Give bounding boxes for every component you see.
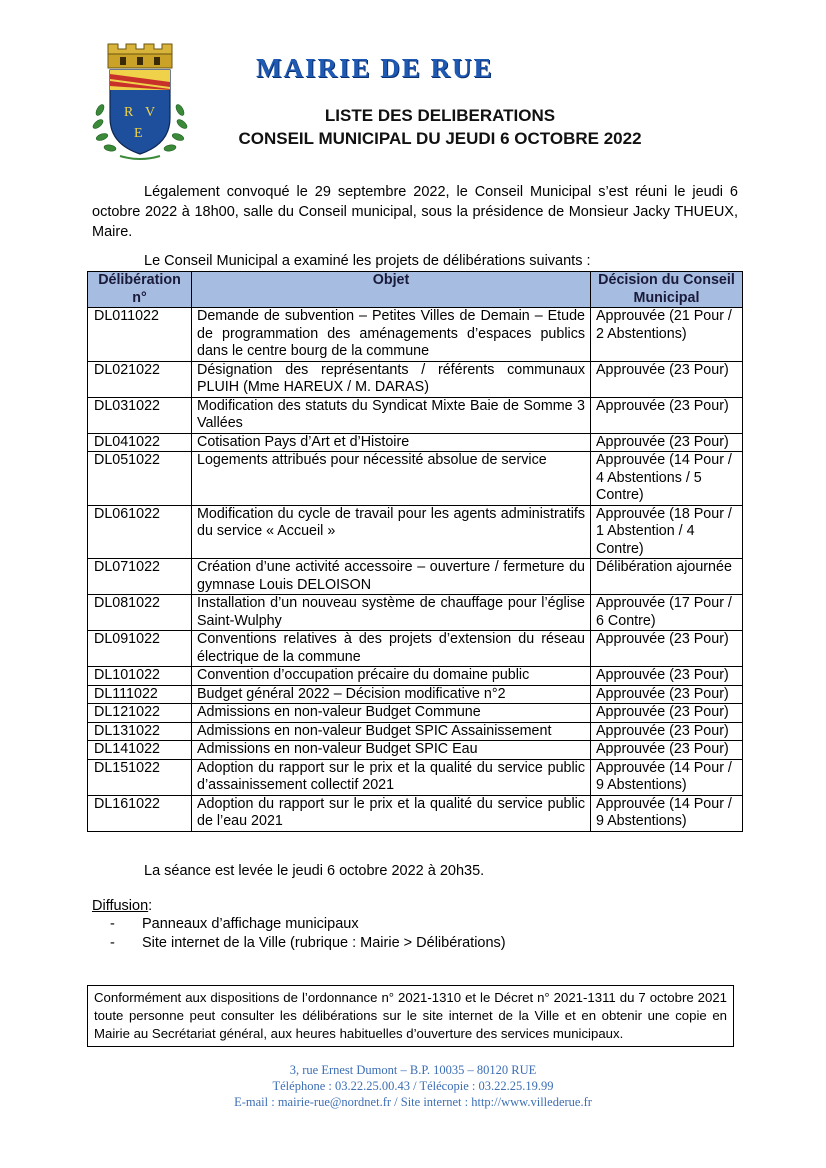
- legal-notice: Conformément aux dispositions de l’ordonnance n° 2021-1310 et le Décret n° 2021-1311 du 7 octobre 2021 toute personne peut consulter les délibérations sur le site internet de la Ville et en obtenir une copie en Mairie au Secrétariat général, aux heures habituelles d’ouverture des services municipaux.: [87, 985, 734, 1047]
- svg-text:R: R: [124, 105, 134, 120]
- deliberation-decision: Approuvée (23 Pour): [591, 361, 743, 397]
- deliberation-number: DL161022: [88, 795, 192, 831]
- footer-address: 3, rue Ernest Dumont – B.P. 10035 – 80120 RUE: [289, 1063, 537, 1077]
- table-header-row: [88, 272, 743, 308]
- deliberation-number: DL051022: [88, 452, 192, 506]
- deliberation-number: DL031022: [88, 397, 192, 433]
- deliberation-decision: Approuvée (23 Pour): [591, 433, 743, 452]
- table-row: [88, 704, 743, 723]
- diffusion-label-text: Diffusion: [92, 898, 149, 914]
- svg-text:V: V: [145, 105, 156, 120]
- header-decision: Décision du Conseil Municipal: [591, 272, 743, 308]
- table-row: [88, 667, 743, 686]
- deliberation-objet: Budget général 2022 – Décision modificative n°2: [192, 685, 591, 704]
- table-row: [88, 397, 743, 433]
- diffusion-label: [92, 898, 152, 914]
- deliberation-decision: Approuvée (23 Pour): [591, 741, 743, 760]
- deliberation-decision: Approuvée (18 Pour / 1 Abstention / 4 Contre): [591, 505, 743, 559]
- deliberation-decision: Approuvée (21 Pour / 2 Abstentions): [591, 308, 743, 362]
- deliberation-decision: Approuvée (14 Pour / 4 Abstentions / 5 Contre): [591, 452, 743, 506]
- table-row: [88, 631, 743, 667]
- footer-web: E-mail : mairie-rue@nordnet.fr / Site internet : http://www.villederue.fr: [234, 1095, 592, 1109]
- table-row: [88, 795, 743, 831]
- deliberation-objet: Admissions en non-valeur Budget SPIC Assainissement: [192, 722, 591, 741]
- list-item: - Panneaux d’affichage municipaux: [110, 915, 506, 934]
- table-row: [88, 308, 743, 362]
- deliberation-objet: Modification des statuts du Syndicat Mixte Baie de Somme 3 Vallées: [192, 397, 591, 433]
- table-row: [88, 741, 743, 760]
- table-row: [88, 433, 743, 452]
- table-row: [88, 685, 743, 704]
- deliberation-decision: Approuvée (14 Pour / 9 Abstentions): [591, 795, 743, 831]
- intro-paragraph: Légalement convoqué le 29 septembre 2022, le Conseil Municipal s’est réuni le jeudi 6 octobre 2022 à 18h00, salle du Conseil municipal, sous la présidence de Monsieur Jacky THUEUX, Maire.: [92, 184, 738, 240]
- deliberation-objet: Convention d’occupation précaire du domaine public: [192, 667, 591, 686]
- document-subtitle: CONSEIL MUNICIPAL DU JEUDI 6 OCTOBRE 2022: [238, 129, 642, 148]
- table-row: [88, 452, 743, 506]
- deliberation-decision: Approuvée (17 Pour / 6 Contre): [591, 595, 743, 631]
- deliberation-decision: Approuvée (23 Pour): [591, 397, 743, 433]
- deliberation-objet: Création d’une activité accessoire – ouverture / fermeture du gymnase Louis DELOISON: [192, 559, 591, 595]
- deliberation-number: DL021022: [88, 361, 192, 397]
- deliberation-objet: Désignation des représentants / référents communaux PLUIH (Mme HAREUX / M. DARAS): [192, 361, 591, 397]
- deliberation-number: DL111022: [88, 685, 192, 704]
- deliberation-number: DL081022: [88, 595, 192, 631]
- table-row: [88, 361, 743, 397]
- deliberation-decision: Approuvée (23 Pour): [591, 667, 743, 686]
- header-num: Délibération n°: [88, 272, 192, 308]
- header-objet: Objet: [192, 272, 591, 308]
- deliberation-objet: Admissions en non-valeur Budget Commune: [192, 704, 591, 723]
- deliberation-number: DL091022: [88, 631, 192, 667]
- deliberation-number: DL141022: [88, 741, 192, 760]
- org-name: MAIRIE DE RUE: [256, 53, 494, 83]
- deliberation-number: DL101022: [88, 667, 192, 686]
- deliberation-objet: Conventions relatives à des projets d’extension du réseau électrique de la commune: [192, 631, 591, 667]
- deliberation-objet: Logements attribués pour nécessité absolue de service: [192, 452, 591, 506]
- deliberation-objet: Adoption du rapport sur le prix et la qualité du service public d’assainissement collectif 2021: [192, 759, 591, 795]
- table-row: [88, 505, 743, 559]
- deliberation-number: DL131022: [88, 722, 192, 741]
- deliberation-decision: Délibération ajournée: [591, 559, 743, 595]
- table-row: [88, 722, 743, 741]
- table-row: [88, 759, 743, 795]
- deliberation-decision: Approuvée (23 Pour): [591, 722, 743, 741]
- deliberation-decision: Approuvée (23 Pour): [591, 704, 743, 723]
- diffusion-label-suffix: :: [148, 898, 153, 914]
- deliberation-objet: Modification du cycle de travail pour les agents administratifs du service « Accueil »: [192, 505, 591, 559]
- deliberation-objet: Admissions en non-valeur Budget SPIC Eau: [192, 741, 591, 760]
- deliberation-objet: Cotisation Pays d’Art et d’Histoire: [192, 433, 591, 452]
- deliberation-number: DL071022: [88, 559, 192, 595]
- svg-text:E: E: [134, 126, 143, 141]
- footer-phone: Téléphone : 03.22.25.00.43 / Télécopie : 03.22.25.19.99: [272, 1079, 554, 1093]
- deliberation-objet: Installation d’un nouveau système de chauffage pour l’église Saint-Wulphy: [192, 595, 591, 631]
- deliberation-number: DL041022: [88, 433, 192, 452]
- deliberation-number: DL151022: [88, 759, 192, 795]
- deliberation-objet: Adoption du rapport sur le prix et la qualité du service public de l’eau 2021: [192, 795, 591, 831]
- deliberation-decision: Approuvée (23 Pour): [591, 631, 743, 667]
- deliberation-number: DL061022: [88, 505, 192, 559]
- diffusion-list: [110, 915, 506, 953]
- deliberations-table: [87, 271, 743, 832]
- list-item: - Site internet de la Ville (rubrique : Mairie > Délibérations): [110, 934, 506, 953]
- table-row: [88, 559, 743, 595]
- table-row: [88, 595, 743, 631]
- deliberation-decision: Approuvée (23 Pour): [591, 685, 743, 704]
- deliberation-number: DL011022: [88, 308, 192, 362]
- deliberation-decision: Approuvée (14 Pour / 9 Abstentions): [591, 759, 743, 795]
- closing-statement: La séance est levée le jeudi 6 octobre 2022 à 20h35.: [144, 863, 485, 879]
- deliberation-objet: Demande de subvention – Petites Villes de Demain – Etude de programmation des aménagements d’espaces publics dans le centre bourg de la commune: [192, 308, 591, 362]
- document-title: LISTE DES DELIBERATIONS: [324, 106, 556, 125]
- deliberation-number: DL121022: [88, 704, 192, 723]
- lead-paragraph: Le Conseil Municipal a examiné les projets de délibérations suivants :: [144, 253, 591, 269]
